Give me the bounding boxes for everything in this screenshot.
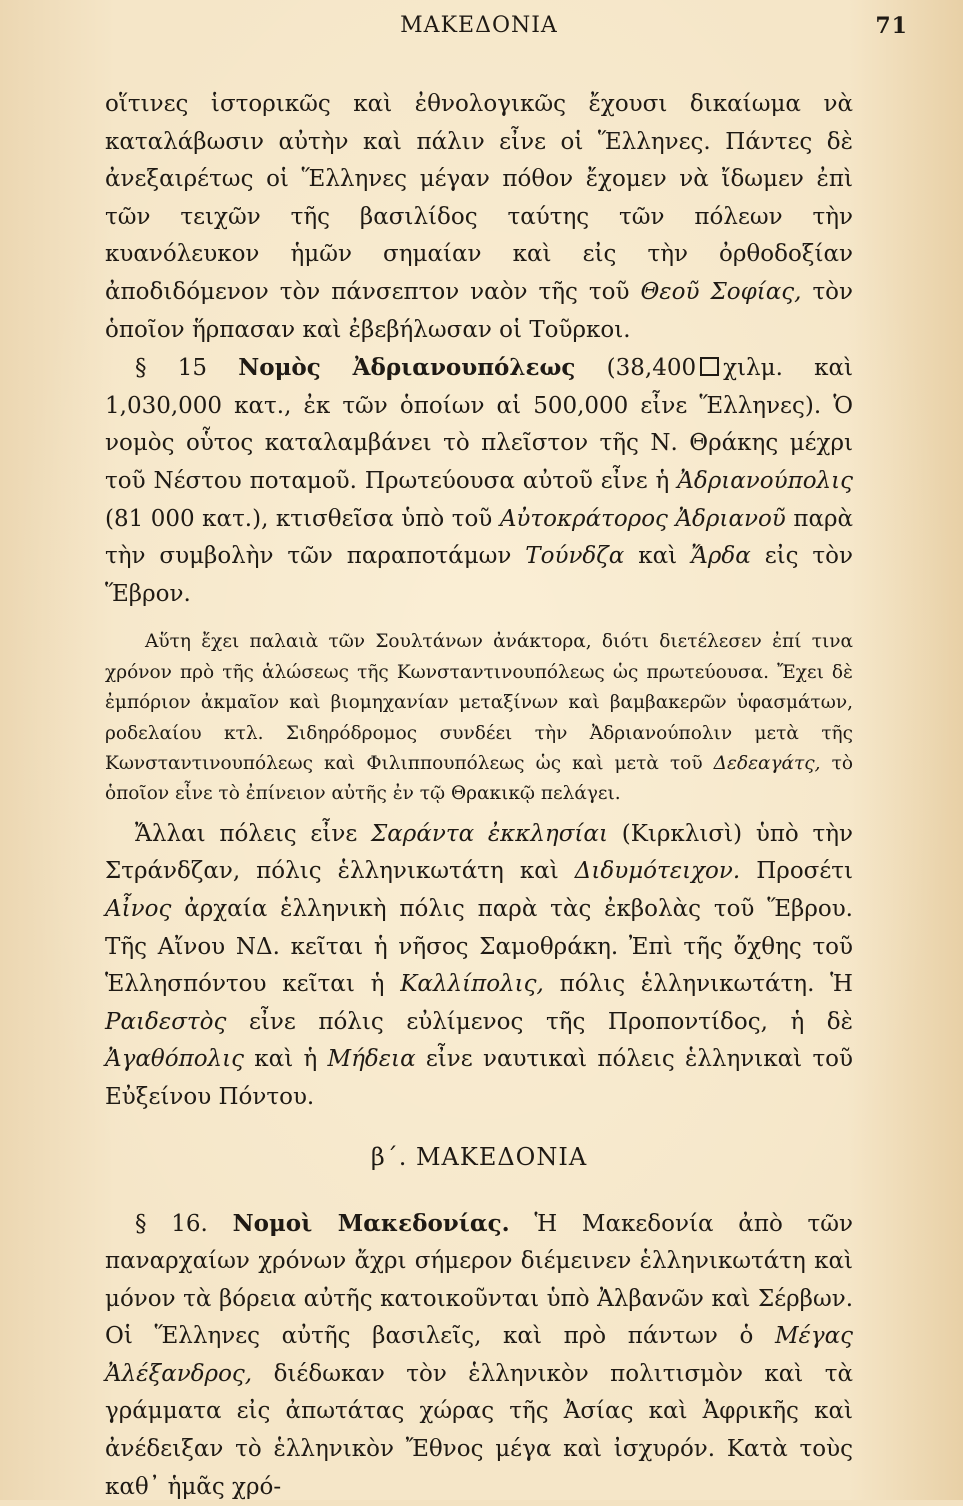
running-title: ΜΑΚΕΔΟΝΙΑ xyxy=(400,13,558,38)
italic-text: Σαράντα ἐκκλησίαι xyxy=(371,821,608,847)
text-run: (81 000 κατ.), κτισθεῖσα ὑπὸ τοῦ xyxy=(105,506,492,532)
text-run: εἶνε ναυτικαὶ πόλεις ἑλληνικαὶ τοῦ Εὐξείνου Πόντου. xyxy=(105,1046,853,1110)
text-run: ἀρχαία ἑλληνικὴ πόλις παρὰ τὰς ἐκβολὰς τοῦ Ἕβρου. Τῆς Αἴνου ΝΔ. κεῖται ἡ νῆσος Σαμοθράκη. Ἐπὶ τῆς ὄχθης τοῦ Ἑλλησπόντου κεῖται ἡ xyxy=(105,896,853,997)
italic-text: Ἀγαθόπολις xyxy=(105,1046,244,1072)
italic-text: Τούνδζα xyxy=(525,543,624,569)
text-run: (38,400 xyxy=(607,355,696,381)
section-title: Νομοὶ Μακεδονίας. xyxy=(233,1210,510,1237)
page-number: 71 xyxy=(875,8,908,44)
text-run: εἶνε πόλις εὐλίμενος τῆς Προποντίδος, ἡ δὲ xyxy=(249,1009,853,1035)
italic-text: Αἶνος xyxy=(105,896,171,922)
text-run: εἰς τὸν Ἕβρον. xyxy=(105,543,853,607)
text-run: Αὕτη ἔχει παλαιὰ τῶν Σουλτάνων ἀνάκτορα, διότι διετέλεσεν ἐπί τινα χρόνον πρὸ τῆς ἁλώσεως τῆς Κωνσταντινουπόλεως ὡς πρωτεύουσα. Ἔχει δὲ ἐμπόριον ἀκμαῖον καὶ βιομηχανίαν μεταξίνων καὶ βαμβακερῶν ὑφασμάτων, ροδελαίου κτλ. Σιδηρόδρομος συνδέει τὴν Ἀδριανούπολιν μετὰ τῆς Κωνσταντινουπόλεως καὶ Φιλιππουπόλεως ὡς καὶ μετὰ τοῦ xyxy=(105,631,853,774)
section-16-paragraph xyxy=(105,1205,853,1506)
text-run: παρὰ τὴν συμβολὴν τῶν παραποτάμων xyxy=(105,506,853,570)
chapter-heading: β΄. ΜΑΚΕΔΟΝΙΑ xyxy=(105,1143,853,1171)
text-run: καὶ xyxy=(638,543,677,569)
italic-text: Αὐτοκράτορος Ἀδριανοῦ xyxy=(500,506,786,532)
running-head xyxy=(105,8,853,44)
small-print-note xyxy=(105,627,853,809)
italic-text: Ἀδριανούπολις xyxy=(677,468,853,494)
section-title: Νομὸς Ἀδριανουπόλεως xyxy=(238,354,575,381)
text-run: τὸ ὁποῖον εἶνε τὸ ἐπίνειον αὐτῆς ἐν τῷ Θρακικῷ πελάγει. xyxy=(105,753,853,804)
text-run: Ἡ Μακεδονία ἀπὸ τῶν παναρχαίων χρόνων ἄχρι σήμερον διέμεινεν ἑλληνικωτάτη καὶ μόνον τὰ βόρεια αὐτῆς κατοικοῦνται ὑπὸ Ἀλβανῶν καὶ Σέρβων. Οἱ Ἕλληνες αὐτῆς βασιλεῖς, καὶ πρὸ πάντων ὁ xyxy=(105,1211,853,1350)
section-number: § 16. xyxy=(135,1211,208,1237)
text-run: (Κιρκλισὶ) ὑπὸ τὴν Στράνδζαν, πόλις ἑλληνικωτάτη καὶ xyxy=(105,821,853,885)
text-run: χιλμ. καὶ 1,030,000 κατ., ἐκ τῶν ὁποίων αἱ 500,000 εἶνε Ἕλληνες). Ὁ νομὸς οὗτος καταλαμβάνει τὸ πλεῖστον τῆς Ν. Θράκης μέχρι τοῦ Νέστου ποταμοῦ. Πρωτεύουσα αὐτοῦ εἶνε ἡ xyxy=(105,355,853,494)
text-run: καὶ ἡ xyxy=(254,1046,317,1072)
italic-text: Μήδεια xyxy=(328,1046,416,1072)
text-run: πόλις ἑλληνικωτάτη. Ἡ xyxy=(560,971,853,997)
section-number: § 15 xyxy=(135,355,207,381)
italic-text: Ραιδεστὸς xyxy=(105,1009,226,1035)
text-run: τὸν ὁποῖον ἥρπασαν καὶ ἐβεβήλωσαν οἱ Τοῦρκοι. xyxy=(105,279,853,343)
italic-text: Διδυμότειχον. xyxy=(575,858,740,884)
text-run: οἵτινες ἱστορικῶς καὶ ἐθνολογικῶς ἔχουσι δικαίωμα νὰ καταλάβωσιν αὐτὴν καὶ πάλιν εἶνε οἱ Ἕλληνες. Πάντες δὲ ἀνεξαιρέτως οἱ Ἕλληνες μέγαν πόθον ἔχομεν νὰ ἴδωμεν ἐπὶ τῶν τειχῶν τῆς βασιλίδος ταύτης τῶν πόλεων τὴν κυανόλευκον ἡμῶν σημαίαν καὶ εἰς τὴν ὀρθοδοξίαν ἀποδιδόμενον τὸν πάνσεπτον ναὸν τῆς τοῦ xyxy=(105,91,853,305)
text-run: Ἄλλαι πόλεις εἶνε xyxy=(135,821,357,847)
paragraph-continuation xyxy=(105,86,853,349)
square-symbol-icon xyxy=(700,357,719,376)
italic-text: Δεδεαγάτς, xyxy=(714,753,821,774)
italic-text: Καλλίπολις, xyxy=(400,971,544,997)
other-cities-paragraph xyxy=(105,816,853,1117)
italic-text: Ἄρδα xyxy=(691,543,751,569)
text-run: Προσέτι xyxy=(756,858,853,884)
text-run: διέδωκαν τὸν ἑλληνικὸν πολιτισμὸν καὶ τὰ γράμματα εἰς ἀπωτάτας χώρας τῆς Ἀσίας καὶ Ἀφρικῆς καὶ ἀνέδειξαν τὸ ἑλληνικὸν Ἔθνος μέγα καὶ ἰσχυρόν. Κατὰ τοὺς καθ᾽ ἡμᾶς χρό- xyxy=(105,1361,853,1500)
section-15-paragraph xyxy=(105,349,853,613)
italic-text: Θεοῦ Σοφίας, xyxy=(640,279,801,305)
italic-text: Μέγας Ἀλέξανδρος, xyxy=(105,1323,853,1387)
